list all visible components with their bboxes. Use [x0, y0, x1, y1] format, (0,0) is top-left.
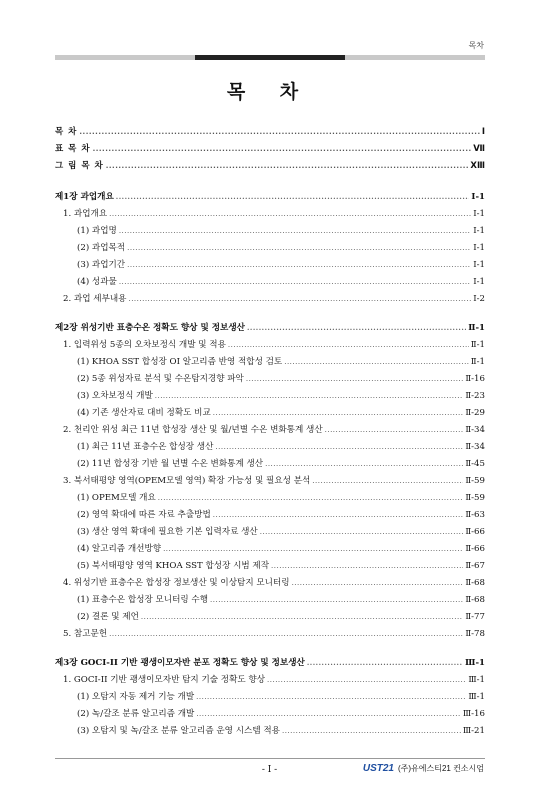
toc-entry-page: Ⅱ-68: [465, 578, 485, 588]
chapter-page: Ⅰ-1: [471, 192, 485, 202]
toc-entry[interactable]: [55, 559, 485, 576]
toc-entry-page: Ⅰ-2: [473, 294, 485, 304]
header-rule: [55, 55, 485, 60]
toc-entry[interactable]: [55, 406, 485, 423]
toc-entry[interactable]: [55, 457, 485, 474]
toc-entry-page: Ⅲ-1: [468, 692, 485, 702]
running-header: 목차: [468, 41, 484, 50]
toc-entry-title: (1) OPEM모델 개요: [77, 493, 156, 503]
toc-entry-page: Ⅰ: [481, 127, 485, 137]
toc-entry-page: Ⅱ-59: [465, 476, 485, 486]
toc-entry[interactable]: [55, 474, 485, 491]
toc-entry-page: Ⅱ-63: [465, 510, 485, 520]
leader-dots: [312, 477, 463, 485]
toc-entry[interactable]: [55, 627, 485, 644]
toc-entry-title: (3) 생산 영역 확대에 필요한 기본 입력자료 생산: [77, 527, 258, 537]
toc-entry[interactable]: [55, 241, 485, 258]
toc-entry-page: Ⅱ-23: [465, 391, 485, 401]
leader-dots: [265, 460, 463, 468]
toc-entry-title: 4. 위성기반 표층수온 합성장 정보생산 및 이상탐지 모니터링: [63, 578, 290, 588]
leader-dots: [127, 244, 471, 252]
toc-entry-page: Ⅰ-1: [473, 209, 485, 219]
toc-entry-page: Ⅱ-77: [465, 612, 485, 622]
toc-entry-page: Ⅰ-1: [473, 260, 485, 270]
toc-entry-page: Ⅰ-1: [473, 243, 485, 253]
leader-dots: [213, 511, 464, 519]
chapter-title: 제1장 과업개요: [55, 192, 114, 202]
toc-entry-page: Ⅱ-59: [465, 493, 485, 503]
toc-entry-page: Ⅱ-16: [465, 374, 485, 384]
header-rule-accent: [195, 55, 345, 60]
toc-entry-title: 3. 북서태평양 영역(OPEM모델 영역) 확장 가능성 및 필요성 분석: [63, 476, 311, 486]
leader-dots: [109, 210, 471, 218]
leader-dots: [93, 145, 472, 153]
toc-entry-page: Ⅲ-21: [462, 726, 485, 736]
toc-entry-page: Ⅱ-68: [465, 595, 485, 605]
leader-dots: [196, 710, 461, 718]
toc-entry-page: ⅩⅢ: [470, 161, 485, 171]
chapter-page: Ⅱ-1: [468, 323, 485, 333]
leader-dots: [109, 630, 463, 638]
toc-entry-title: (4) 기존 생산자료 대비 정확도 비교: [77, 408, 211, 418]
toc-entry[interactable]: [55, 372, 485, 389]
toc-entry-page: Ⅱ-66: [465, 544, 485, 554]
toc-entry-page: Ⅱ-1: [470, 340, 485, 350]
toc-entry-title: 2. 천리안 위성 최근 11년 합성장 생산 및 월/년별 수온 변화통계 생산: [63, 425, 323, 435]
toc-entry-title: 표 목 차: [55, 144, 91, 154]
toc-entry[interactable]: [55, 690, 485, 707]
toc-entry-page: Ⅱ-1: [470, 357, 485, 367]
toc-entry[interactable]: [55, 389, 485, 406]
toc-entry-title: (2) 과업목적: [77, 243, 126, 253]
toc-entry-title: (1) 과업명: [77, 226, 117, 236]
toc-entry[interactable]: [55, 542, 485, 559]
leader-dots: [79, 128, 479, 136]
toc-entry-tables[interactable]: [55, 142, 485, 159]
leader-dots: [158, 494, 464, 502]
toc-entry-page: Ⅱ-34: [465, 425, 485, 435]
chapter-title: 제2장 위성기반 표층수온 정확도 향상 및 정보생산: [55, 323, 245, 333]
toc-entry-title: 그 림 목 차: [55, 161, 104, 171]
toc-entry[interactable]: [55, 338, 485, 355]
toc-entry[interactable]: [55, 593, 485, 610]
toc-entry-title: (4) 알고리즘 개선방향: [77, 544, 162, 554]
chapter-1-heading[interactable]: [55, 190, 485, 207]
ust21-logo: UST21: [362, 763, 394, 774]
toc-entry-title: (3) 오차보정식 개발: [77, 391, 153, 401]
toc-entry-title: (2) 영역 확대에 따른 자료 추출방법: [77, 510, 211, 520]
toc-entry[interactable]: [55, 707, 485, 724]
toc-entry[interactable]: [55, 207, 485, 224]
toc-entry-contents[interactable]: [55, 125, 485, 142]
leader-dots: [106, 162, 469, 170]
toc-entry-title: (2) 11년 합성장 기반 월 년별 수온 변화통계 생산: [77, 459, 264, 469]
toc-entry[interactable]: [55, 355, 485, 372]
toc-entry-page: Ⅱ-29: [465, 408, 485, 418]
toc-entry[interactable]: [55, 576, 485, 593]
leader-dots: [210, 596, 463, 604]
toc-entry[interactable]: [55, 610, 485, 627]
chapter-title: 제3장 GOCI-II 기반 괭생이모자반 분포 정확도 향상 및 정보생산: [55, 658, 305, 668]
toc-entry-title: (2) 녹/갈조 분류 알고리즘 개발: [77, 709, 195, 719]
leader-dots: [246, 375, 463, 383]
toc-entry-title: (1) 표층수온 합성장 모니터링 수행: [77, 595, 209, 605]
toc-entry-page: Ⅰ-1: [473, 226, 485, 236]
leader-dots: [247, 323, 466, 332]
toc-entry-title: (2) 결론 및 제언: [77, 612, 139, 622]
leader-dots: [215, 443, 463, 451]
leader-dots: [127, 261, 471, 269]
toc-entry-page: Ⅱ-78: [465, 629, 485, 639]
leader-dots: [155, 392, 464, 400]
toc-entry-title: (1) KHOA SST 합성장 OI 알고리즘 반영 적합성 검토: [77, 357, 283, 367]
toc-entry-page: Ⅱ-67: [465, 561, 485, 571]
toc-entry-title: 5. 참고문헌: [63, 629, 108, 639]
toc-entry-title: (5) 북서태평양 영역 KHOA SST 합성장 시범 제작: [77, 561, 270, 571]
leader-dots: [163, 545, 463, 553]
toc-entry[interactable]: [55, 258, 485, 275]
table-of-contents: [55, 125, 485, 741]
toc-entry[interactable]: [55, 525, 485, 542]
toc-entry-page: Ⅶ: [473, 144, 485, 154]
toc-entry[interactable]: [55, 673, 485, 690]
toc-entry-title: 1. GOCI-II 기반 괭생이모자반 탐지 기술 정확도 향상: [63, 675, 266, 685]
toc-entry-page: Ⅱ-45: [465, 459, 485, 469]
leader-dots: [307, 658, 463, 667]
footer-rule: [55, 758, 485, 759]
page-title: 목 차: [226, 81, 313, 103]
toc-entry-figures[interactable]: [55, 159, 485, 176]
company-name: (주)유에스티21 컨소시엄: [397, 764, 484, 773]
footer-brand: [363, 763, 484, 774]
toc-entry[interactable]: [55, 491, 485, 508]
toc-entry[interactable]: [55, 724, 485, 741]
toc-entry-title: 2. 과업 세부내용: [63, 294, 127, 304]
toc-entry-title: (3) 과업기간: [77, 260, 126, 270]
chapter-3-heading[interactable]: [55, 656, 485, 673]
toc-entry-page: Ⅱ-66: [465, 527, 485, 537]
leader-dots: [271, 562, 463, 570]
toc-entry[interactable]: [55, 292, 485, 309]
leader-dots: [213, 409, 464, 417]
toc-entry-page: Ⅲ-16: [462, 709, 485, 719]
page-number: - Ⅰ -: [261, 765, 278, 775]
leader-dots: [141, 613, 463, 621]
leader-dots: [228, 341, 469, 349]
toc-entry-title: 1. 입력위성 5종의 오차보정식 개발 및 적용: [63, 340, 226, 350]
leader-dots: [325, 426, 464, 434]
leader-dots: [116, 192, 470, 201]
leader-dots: [260, 528, 464, 536]
toc-entry-title: (2) 5종 위성자료 분석 및 수온탐지경향 파악: [77, 374, 244, 384]
toc-entry-title: (1) 오탐지 자동 제거 기능 개발: [77, 692, 195, 702]
leader-dots: [128, 295, 471, 303]
leader-dots: [119, 278, 471, 286]
leader-dots: [284, 358, 469, 366]
toc-entry-title: (1) 최근 11년 표층수온 합성장 생산: [77, 442, 214, 452]
toc-entry-page: Ⅰ-1: [473, 277, 485, 287]
toc-entry[interactable]: [55, 224, 485, 241]
toc-entry[interactable]: [55, 275, 485, 292]
toc-entry-page: Ⅲ-1: [468, 675, 485, 685]
toc-entry-title: 목 차: [55, 127, 78, 137]
leader-dots: [292, 579, 464, 587]
toc-entry-page: Ⅱ-34: [465, 442, 485, 452]
toc-entry-title: 1. 과업개요: [63, 209, 108, 219]
leader-dots: [196, 693, 466, 701]
chapter-page: Ⅲ-1: [464, 658, 485, 668]
chapter-2-heading[interactable]: [55, 321, 485, 338]
leader-dots: [119, 227, 471, 235]
toc-entry[interactable]: [55, 423, 485, 440]
toc-entry[interactable]: [55, 440, 485, 457]
toc-entry-title: (3) 오탐지 및 녹/갈조 분류 알고리즘 운영 시스템 적용: [77, 726, 280, 736]
toc-entry-title: (4) 성과물: [77, 277, 117, 287]
leader-dots: [267, 676, 466, 684]
toc-entry[interactable]: [55, 508, 485, 525]
leader-dots: [282, 727, 461, 735]
